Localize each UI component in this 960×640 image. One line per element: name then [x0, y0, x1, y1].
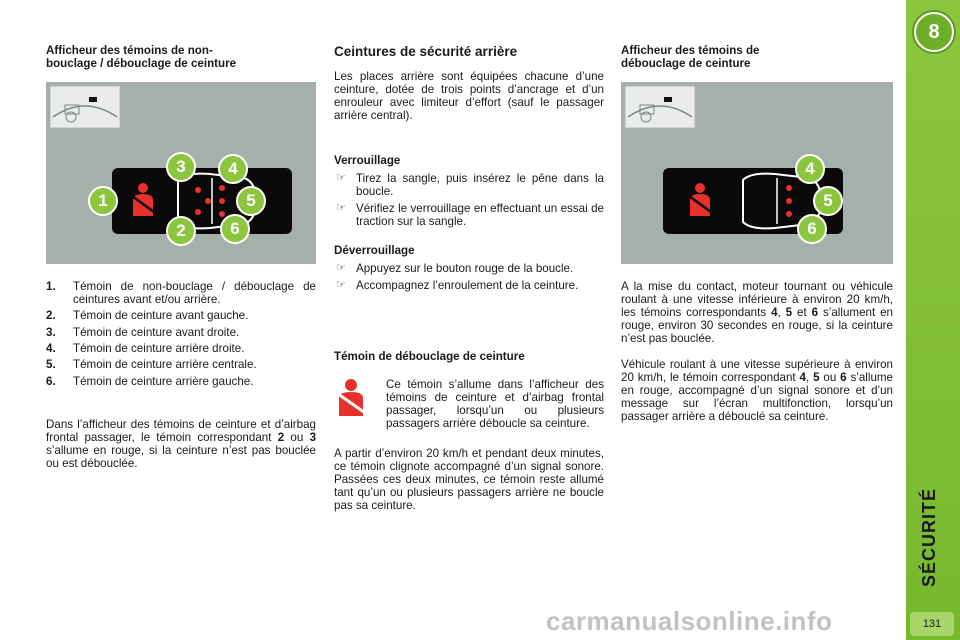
seatbelt-display-illustration: [46, 82, 316, 264]
callout-1: 1: [88, 186, 118, 216]
warning-lamp-paragraph: Ce témoin s’allume dans l’afficheur des témoins de ceinture et d’airbag frontal passager, lorsqu’un ou plusieurs passagers arrière déboucle sa ceinture.: [386, 378, 604, 431]
callout-4: 4: [218, 154, 248, 184]
callout-5: 5: [813, 186, 843, 216]
page-title: Ceintures de sécurité arrière: [334, 44, 518, 59]
dashboard-thumbnail: [625, 86, 695, 128]
dashboard-thumbnail: [50, 86, 120, 128]
list-item: ☞ Appuyez sur le bouton rouge de la boucle.: [336, 262, 574, 275]
ignition-paragraph: A la mise du contact, moteur tournant ou véhicule roulant à une vitesse inférieure à environ 20 km/h, les témoins correspondants 4, 5 et 6 s’allument en rouge, environ 30 secondes en rouge, si la ceinture n’est pas bouclée.: [621, 280, 893, 346]
pointing-hand-icon: ☞: [336, 202, 346, 215]
pointing-hand-icon: ☞: [336, 172, 346, 184]
callout-6: 6: [797, 214, 827, 244]
watermark: carmanualsonline.info: [546, 606, 833, 636]
unlock-heading: Déverrouillage: [334, 244, 415, 257]
rear-seatbelt-display-illustration: [621, 82, 893, 264]
list-item: 5. Témoin de ceinture arrière centrale.: [46, 358, 257, 372]
seatbelt-warning-icon: [685, 182, 715, 218]
speed-above-paragraph: Véhicule roulant à une vitesse supérieure à environ 20 km/h, le témoin correspondant 4, 5 ou 6 s’allume en rouge, accompagné d’un signal sonore et d’un message sur l’écran multifonction, lorsqu’un passager arrière a débouclé sa ceinture.: [621, 358, 894, 424]
list-item: 6. Témoin de ceinture arrière gauche.: [46, 374, 254, 388]
seatbelt-warning-icon: [128, 182, 158, 218]
pointing-hand-icon: ☞: [336, 262, 346, 274]
callout-3: 3: [166, 152, 196, 182]
list-item: 1. Témoin de non-bouclage / débouclage de ceintures avant et/ou arrière.: [46, 280, 316, 307]
callout-6: 6: [220, 214, 250, 244]
chapter-title: SÉCURITÉ: [919, 487, 939, 587]
list-item: 3. Témoin de ceinture avant droite.: [46, 325, 240, 339]
front-passenger-paragraph: Dans l’afficheur des témoins de ceinture et d’airbag frontal passager, le témoin correspondant 2 ou 3 s’allume en rouge, si la ceinture n’est pas bouclée ou est débouclée.: [46, 418, 317, 471]
page-number: 131: [910, 612, 954, 636]
callout-5: 5: [236, 186, 266, 216]
list-item: ☞ Tirez la sangle, puis insérez le pêne dans la boucle.: [336, 172, 604, 199]
lock-heading: Verrouillage: [334, 154, 401, 167]
unlock-steps: [334, 262, 604, 296]
pointing-hand-icon: ☞: [336, 279, 346, 292]
section-heading-non-bouclage: Afficheur des témoins de non- bouclage / débouclage de ceinture: [46, 44, 237, 70]
chapter-number-badge: 8: [914, 12, 954, 52]
intro-paragraph: Les places arrière sont équipées chacune d’une ceinture, dotée de trois points d’ancrage et d’un enrouleur avec limiteur d’effort (sauf le passager arrière central).: [334, 70, 604, 123]
list-item: 2. Témoin de ceinture avant gauche.: [46, 309, 249, 323]
callout-4: 4: [795, 154, 825, 184]
list-item: 4. Témoin de ceinture arrière droite.: [46, 341, 245, 355]
section-heading-debouclage: Afficheur des témoins de débouclage de ceinture: [621, 44, 760, 70]
warning-lamp-list: [46, 280, 316, 391]
callout-2: 2: [166, 216, 196, 246]
list-item: ☞ Accompagnez l’enroulement de la ceinture.: [336, 279, 579, 293]
speed-paragraph: A partir d’environ 20 km/h et pendant deux minutes, ce témoin clignote accompagné d’un signal sonore. Passées ces deux minutes, ce témoin reste allumé tant qu’un ou plusieurs passagers arrière ne boucle pas sa ceinture.: [334, 447, 604, 513]
lock-steps: [334, 172, 604, 232]
warning-lamp-heading: Témoin de débouclage de ceinture: [334, 350, 525, 363]
list-item: ☞ Vérifiez le verrouillage en effectuant un essai de traction sur la sangle.: [336, 202, 604, 229]
